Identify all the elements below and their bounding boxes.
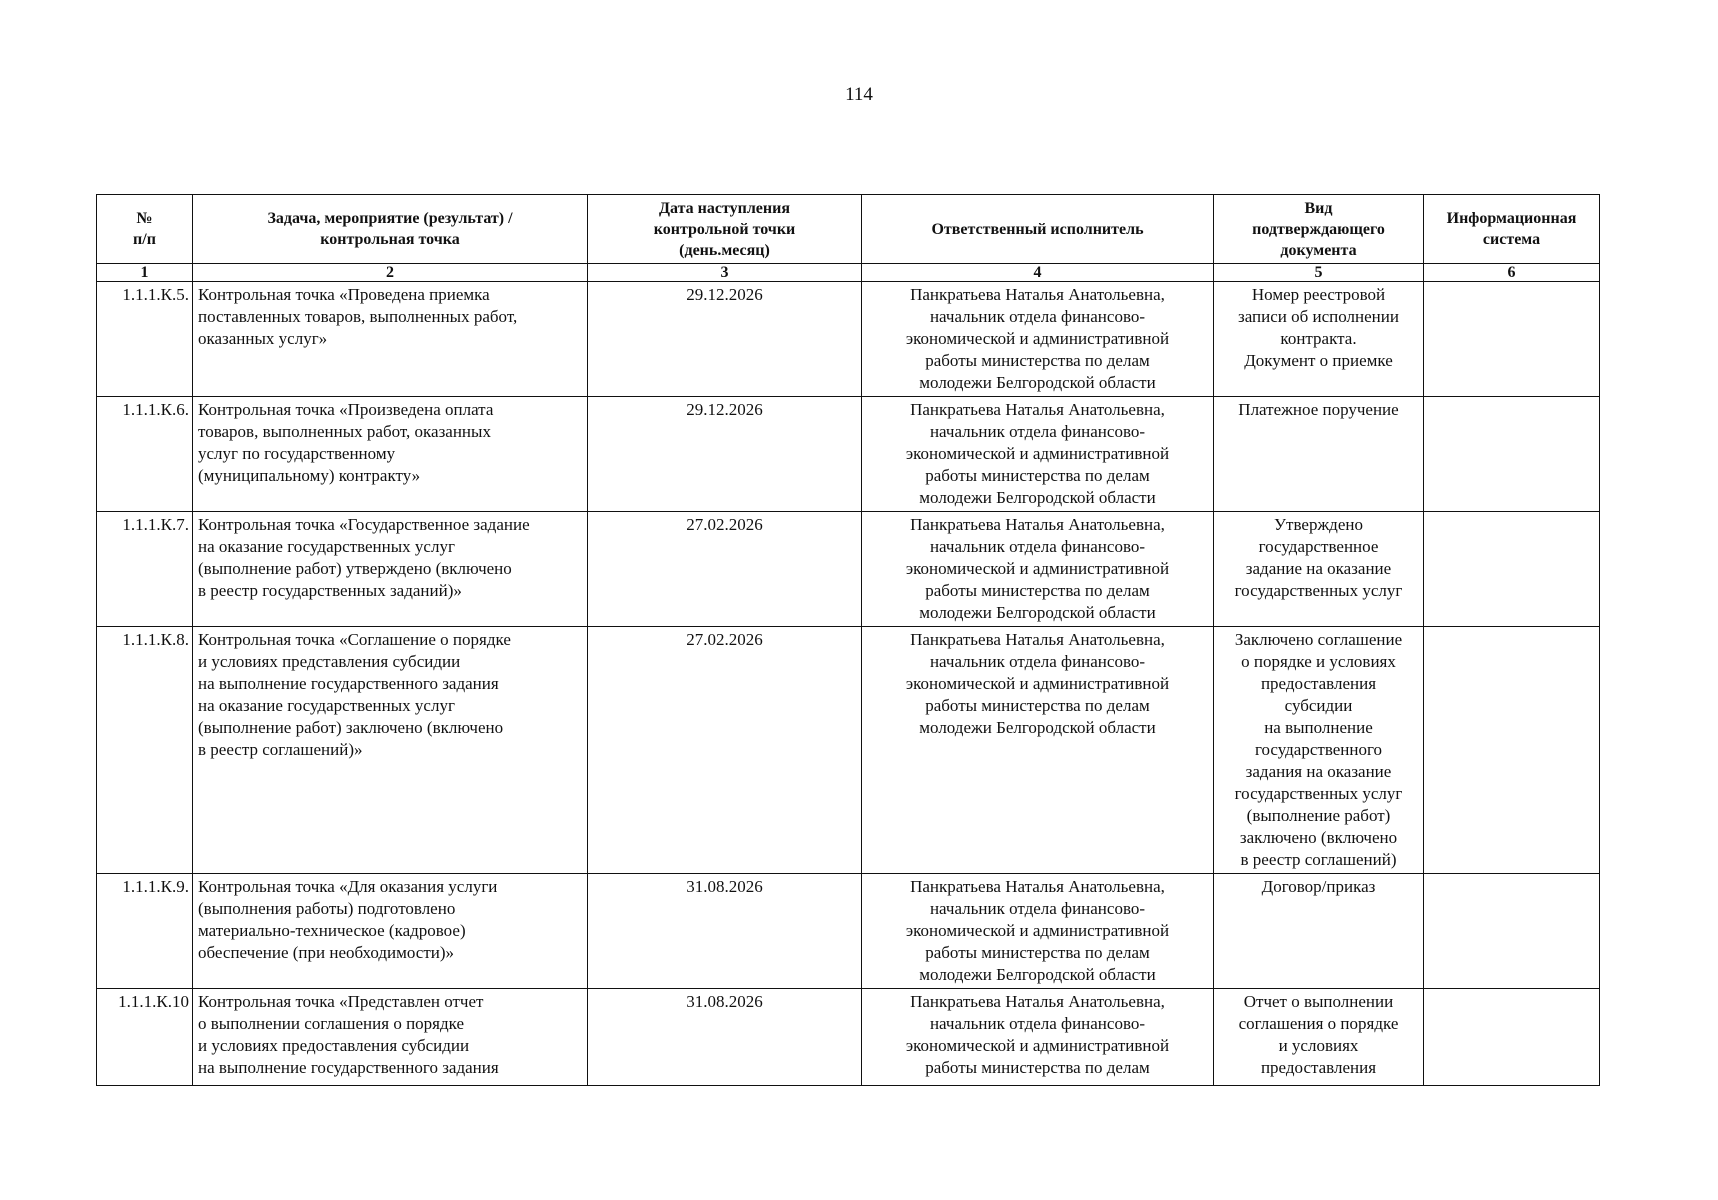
responsible-cell: Панкратьева Наталья Анатольевна, начальник отдела финансово- экономической и административной работы министерства по делам молодежи Белгородской области — [862, 874, 1214, 989]
info-system-cell — [1424, 397, 1600, 512]
table-row — [97, 627, 1600, 874]
table-row — [97, 989, 1600, 1086]
info-system-cell — [1424, 874, 1600, 989]
table-row — [97, 512, 1600, 627]
table-row — [97, 874, 1600, 989]
column-number: 5 — [1214, 264, 1424, 282]
header-num: № п/п — [97, 195, 193, 264]
header-date: Дата наступления контрольной точки (день.месяц) — [588, 195, 862, 264]
column-number: 1 — [97, 264, 193, 282]
responsible-cell: Панкратьева Наталья Анатольевна, начальник отдела финансово- экономической и административной работы министерства по делам молодежи Белгородской области — [862, 512, 1214, 627]
info-system-cell — [1424, 512, 1600, 627]
table-row — [97, 282, 1600, 397]
row-number: 1.1.1.К.10 — [97, 989, 193, 1086]
column-number: 3 — [588, 264, 862, 282]
date-cell: 29.12.2026 — [588, 282, 862, 397]
column-number: 4 — [862, 264, 1214, 282]
table-header-row — [97, 195, 1600, 264]
doc-type-cell: Утверждено государственное задание на оказание государственных услуг — [1214, 512, 1424, 627]
responsible-cell: Панкратьева Наталья Анатольевна, начальник отдела финансово- экономической и административной работы министерства по делам молодежи Белгородской области — [862, 282, 1214, 397]
task-cell: Контрольная точка «Произведена оплата товаров, выполненных работ, оказанных услуг по государственному (муниципальному) контракту» — [193, 397, 588, 512]
task-cell: Контрольная точка «Для оказания услуги (выполнения работы) подготовлено материально-техническое (кадровое) обеспечение (при необходимости)» — [193, 874, 588, 989]
page-number: 114 — [845, 84, 873, 105]
date-cell: 31.08.2026 — [588, 874, 862, 989]
row-number: 1.1.1.К.5. — [97, 282, 193, 397]
task-cell: Контрольная точка «Проведена приемка поставленных товаров, выполненных работ, оказанных услуг» — [193, 282, 588, 397]
doc-type-cell: Номер реестровой записи об исполнении контракта. Документ о приемке — [1214, 282, 1424, 397]
responsible-cell: Панкратьева Наталья Анатольевна, начальник отдела финансово- экономической и административной работы министерства по делам молодежи Белгородской области — [862, 397, 1214, 512]
date-cell: 31.08.2026 — [588, 989, 862, 1086]
date-cell: 29.12.2026 — [588, 397, 862, 512]
header-task: Задача, мероприятие (результат) / контрольная точка — [193, 195, 588, 264]
row-number: 1.1.1.К.8. — [97, 627, 193, 874]
info-system-cell — [1424, 989, 1600, 1086]
control-points-table — [96, 194, 1600, 1086]
task-cell: Контрольная точка «Соглашение о порядке и условиях представления субсидии на выполнение государственного задания на оказание государственных услуг (выполнение работ) заключено (включено в реестр соглашений)» — [193, 627, 588, 874]
column-number-row — [97, 264, 1600, 282]
date-cell: 27.02.2026 — [588, 627, 862, 874]
row-number: 1.1.1.К.7. — [97, 512, 193, 627]
header-doc-type: Вид подтверждающего документа — [1214, 195, 1424, 264]
header-responsible: Ответственный исполнитель — [862, 195, 1214, 264]
doc-type-cell: Заключено соглашение о порядке и условиях предоставления субсидии на выполнение государственного задания на оказание государственных услуг (выполнение работ) заключено (включено в реестр соглашений) — [1214, 627, 1424, 874]
task-cell: Контрольная точка «Государственное задание на оказание государственных услуг (выполнение работ) утверждено (включено в реестр государственных заданий)» — [193, 512, 588, 627]
task-cell: Контрольная точка «Представлен отчет о выполнении соглашения о порядке и условиях предоставления субсидии на выполнение государственного задания — [193, 989, 588, 1086]
responsible-cell: Панкратьева Наталья Анатольевна, начальник отдела финансово- экономической и административной работы министерства по делам молодежи Белгородской области — [862, 627, 1214, 874]
row-number: 1.1.1.К.9. — [97, 874, 193, 989]
header-info-system: Информационная система — [1424, 195, 1600, 264]
date-cell: 27.02.2026 — [588, 512, 862, 627]
info-system-cell — [1424, 282, 1600, 397]
doc-type-cell: Платежное поручение — [1214, 397, 1424, 512]
column-number: 6 — [1424, 264, 1600, 282]
responsible-cell: Панкратьева Наталья Анатольевна, начальник отдела финансово- экономической и административной работы министерства по делам — [862, 989, 1214, 1086]
row-number: 1.1.1.К.6. — [97, 397, 193, 512]
column-number: 2 — [193, 264, 588, 282]
doc-type-cell: Отчет о выполнении соглашения о порядке и условиях предоставления — [1214, 989, 1424, 1086]
table-row — [97, 397, 1600, 512]
doc-type-cell: Договор/приказ — [1214, 874, 1424, 989]
info-system-cell — [1424, 627, 1600, 874]
